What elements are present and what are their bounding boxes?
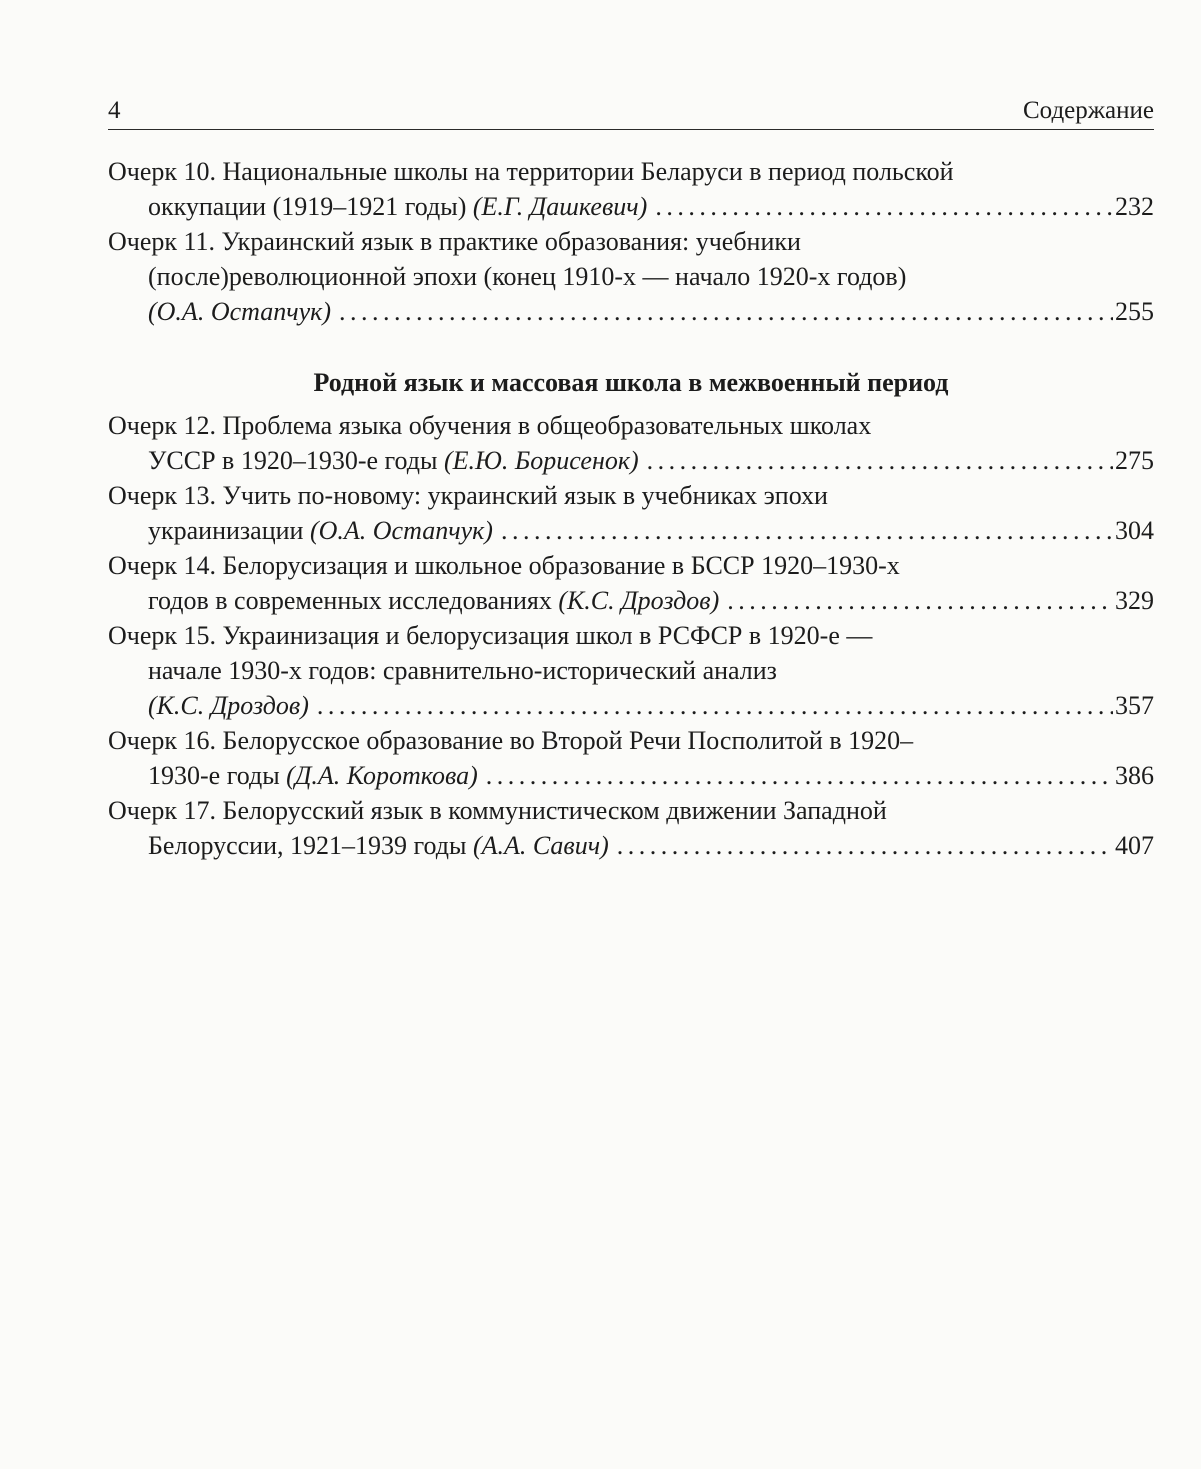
toc-entry-tail — [148, 688, 309, 723]
toc-entry-page-number: 407 — [1115, 831, 1154, 860]
toc-entry-author: (А.А. Савич) — [472, 831, 609, 860]
toc-entry-last-line — [108, 443, 1154, 478]
toc-entry-author: (О.А. Остапчук) — [148, 297, 331, 326]
toc-entry-author: (Д.А. Короткова) — [286, 761, 478, 790]
toc-entry-page-number: 357 — [1115, 691, 1154, 720]
toc-entry-last-line — [108, 828, 1154, 863]
toc-entry-page-number: 275 — [1115, 446, 1154, 475]
leader-dots — [647, 443, 1113, 478]
toc-entry-author: (О.А. Остапчук) — [309, 516, 493, 545]
toc-entry-tail — [148, 758, 478, 793]
toc-entry-last-text: украинизации — [148, 516, 310, 545]
toc-entry-title-line: Очерк 10. Национальные школы на территории Беларуси в период польской — [108, 157, 954, 186]
toc-group-2 — [108, 408, 1154, 863]
toc-entry[interactable] — [108, 723, 1154, 793]
toc-group-1 — [108, 154, 1154, 329]
toc-entry[interactable] — [108, 548, 1154, 618]
toc-entry-last-text: годов в современных исследованиях — [148, 586, 559, 615]
toc-entry-author: (Е.Ю. Борисенок) — [444, 446, 639, 475]
toc-entry-last-text: 1930-е годы — [148, 761, 287, 790]
toc-entry-page-number: 255 — [1115, 297, 1154, 326]
toc-entry[interactable] — [108, 154, 1154, 224]
toc-entry-last-line — [108, 688, 1154, 723]
toc-entry-last-text: УССР в 1920–1930-е годы — [148, 446, 444, 475]
leader-dots — [317, 688, 1113, 723]
toc-entry-tail — [148, 828, 609, 863]
toc-entry-title-line: Очерк 13. Учить по-новому: украинский язык в учебниках эпохи — [108, 481, 828, 510]
section-heading: Родной язык и массовая школа в межвоенный период — [313, 368, 949, 397]
toc-entry-title-line: Очерк 15. Украинизация и белорусизация школ в РСФСР в 1920-е — — [108, 621, 873, 650]
toc-entry[interactable] — [108, 618, 1154, 723]
toc-entry-last-line — [108, 294, 1154, 329]
toc-entry-page-number: 232 — [1115, 192, 1154, 221]
toc-entry-last-line — [108, 583, 1154, 618]
toc-entry[interactable] — [108, 224, 1154, 329]
leader-dots — [339, 294, 1113, 329]
toc-entry-continuation-line: начале 1930-х годов: сравнительно-исторический анализ — [148, 656, 777, 685]
toc-entry-page-number: 304 — [1115, 516, 1154, 545]
leader-dots — [501, 513, 1113, 548]
toc-entry-tail — [148, 443, 639, 478]
toc-entry-last-text: Белоруссии, 1921–1939 годы — [148, 831, 473, 860]
toc-entry-title-line: Очерк 16. Белорусское образование во Второй Речи Посполитой в 1920– — [108, 726, 914, 755]
toc-entry-tail — [148, 583, 719, 618]
toc-entry-tail — [148, 294, 331, 329]
toc-entry-page-number: 386 — [1115, 761, 1154, 790]
toc-entry-author: (К.С. Дроздов) — [558, 586, 720, 615]
toc-entry-last-line — [108, 189, 1154, 224]
toc-entry-title-line: Очерк 17. Белорусский язык в коммунистическом движении Западной — [108, 796, 887, 825]
page — [108, 95, 1154, 863]
toc-entry-last-line — [108, 513, 1154, 548]
toc-entry[interactable] — [108, 408, 1154, 478]
page-number: 4 — [108, 97, 121, 124]
toc-entry-author: (Е.Г. Дашкевич) — [472, 192, 648, 221]
toc-entry[interactable] — [108, 793, 1154, 863]
running-head — [108, 95, 1154, 130]
toc-entry-tail — [148, 513, 493, 548]
toc-entry-tail — [148, 189, 647, 224]
table-of-contents — [108, 154, 1154, 863]
toc-entry-title-line: Очерк 14. Белорусизация и школьное образование в БССР 1920–1930-х — [108, 551, 900, 580]
leader-dots — [655, 189, 1113, 224]
toc-entry-page-number: 329 — [1115, 586, 1154, 615]
running-title: Содержание — [1023, 97, 1154, 124]
leader-dots — [617, 828, 1113, 863]
toc-entry-last-text: оккупации (1919–1921 годы) — [148, 192, 473, 221]
toc-entry-continuation-line: (после)революционной эпохи (конец 1910-х — начало 1920-х годов) — [148, 262, 907, 291]
toc-entry-author: (К.С. Дроздов) — [148, 691, 309, 720]
leader-dots — [727, 583, 1113, 618]
toc-entry[interactable] — [108, 478, 1154, 548]
toc-entry-title-line: Очерк 12. Проблема языка обучения в общеобразовательных школах — [108, 411, 872, 440]
toc-entry-title-line: Очерк 11. Украинский язык в практике образования: учебники — [108, 227, 801, 256]
toc-entry-last-line — [108, 758, 1154, 793]
leader-dots — [486, 758, 1113, 793]
